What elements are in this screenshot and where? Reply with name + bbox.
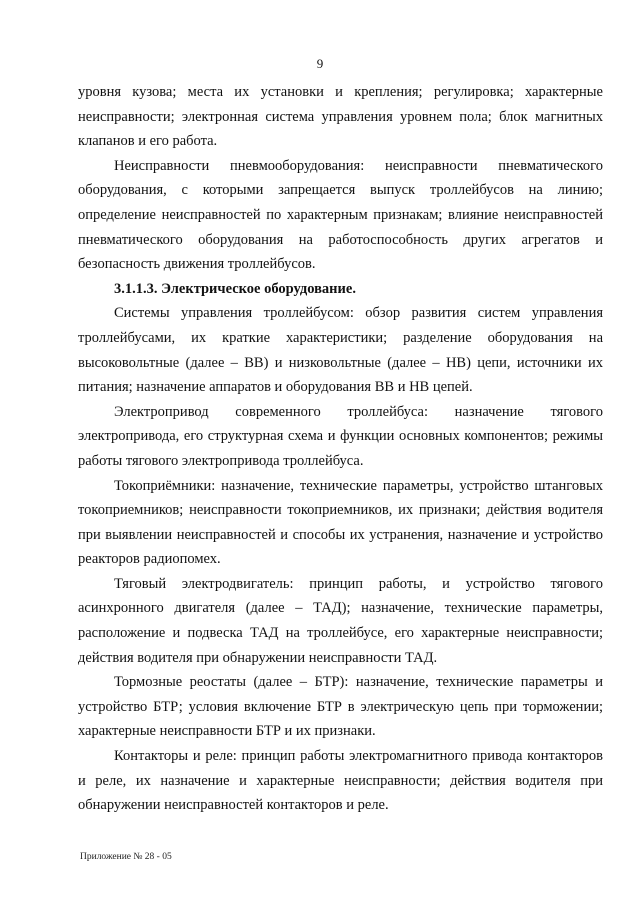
footer-annex-label: Приложение № 28 - 05 (80, 852, 172, 862)
paragraph-pneumatic-faults: Неисправности пневмооборудования: неисправности пневматического оборудования, с которыми запрещается выпуск троллейбусов на линию; определение неисправностей по характерным признакам; влияние неисправностей пневматического оборудования на работоспособность других агрегатов и безопасность движения троллейбусов. (78, 157, 603, 273)
paragraph-traction-motor: Тяговый электродвигатель: принцип работы, и устройство тягового асинхронного двигателя (далее – ТАД); назначение, технические параметры, расположение и подвеска ТАД на троллейбусе, его характерные неисправности; действия водителя при обнаружении неисправности ТАД. (78, 575, 603, 666)
paragraph-current-collectors: Токоприёмники: назначение, технические параметры, устройство штанговых токоприемников; неисправности токоприемников, их признаки; действия водителя при выявлении неисправностей и способы их устранения, назначение и устройство реакторов радиопомех. (78, 477, 603, 568)
page-number: 9 (316, 56, 324, 71)
page-body (78, 80, 603, 818)
paragraph-brake-rheostats: Тормозные реостаты (далее – БТР): назначение, технические параметры и устройство БТР; условия включение БТР в электрическую цепь при торможении; характерные неисправности БТР и их признаки. (78, 674, 603, 740)
section-heading: 3.1.1.3. Электрическое оборудование. (114, 280, 356, 297)
paragraph-control-systems: Системы управления троллейбусом: обзор развития систем управления троллейбусами, их краткие характеристики; разделение оборудования на высоковольтные (далее – ВВ) и низковольтные (далее – НВ) цепи, источники их питания; назначение аппаратов и оборудования ВВ и НВ цепей. (78, 305, 603, 396)
paragraph-continuation: уровня кузова; места их установки и крепления; регулировка; характерные неисправности; электронная система управления уровнем пола; блок магнитных клапанов и его работа. (78, 84, 603, 150)
paragraph-contactors-relays: Контакторы и реле: принцип работы электромагнитного привода контакторов и реле, их назначение и характерные неисправности; действия водителя при обнаружении неисправностей контакторов и реле. (78, 748, 603, 814)
paragraph-electric-drive: Электропривод современного троллейбуса: назначение тягового электропривода, его структурная схема и функции основных компонентов; режимы работы тягового электропривода троллейбуса. (78, 403, 603, 469)
